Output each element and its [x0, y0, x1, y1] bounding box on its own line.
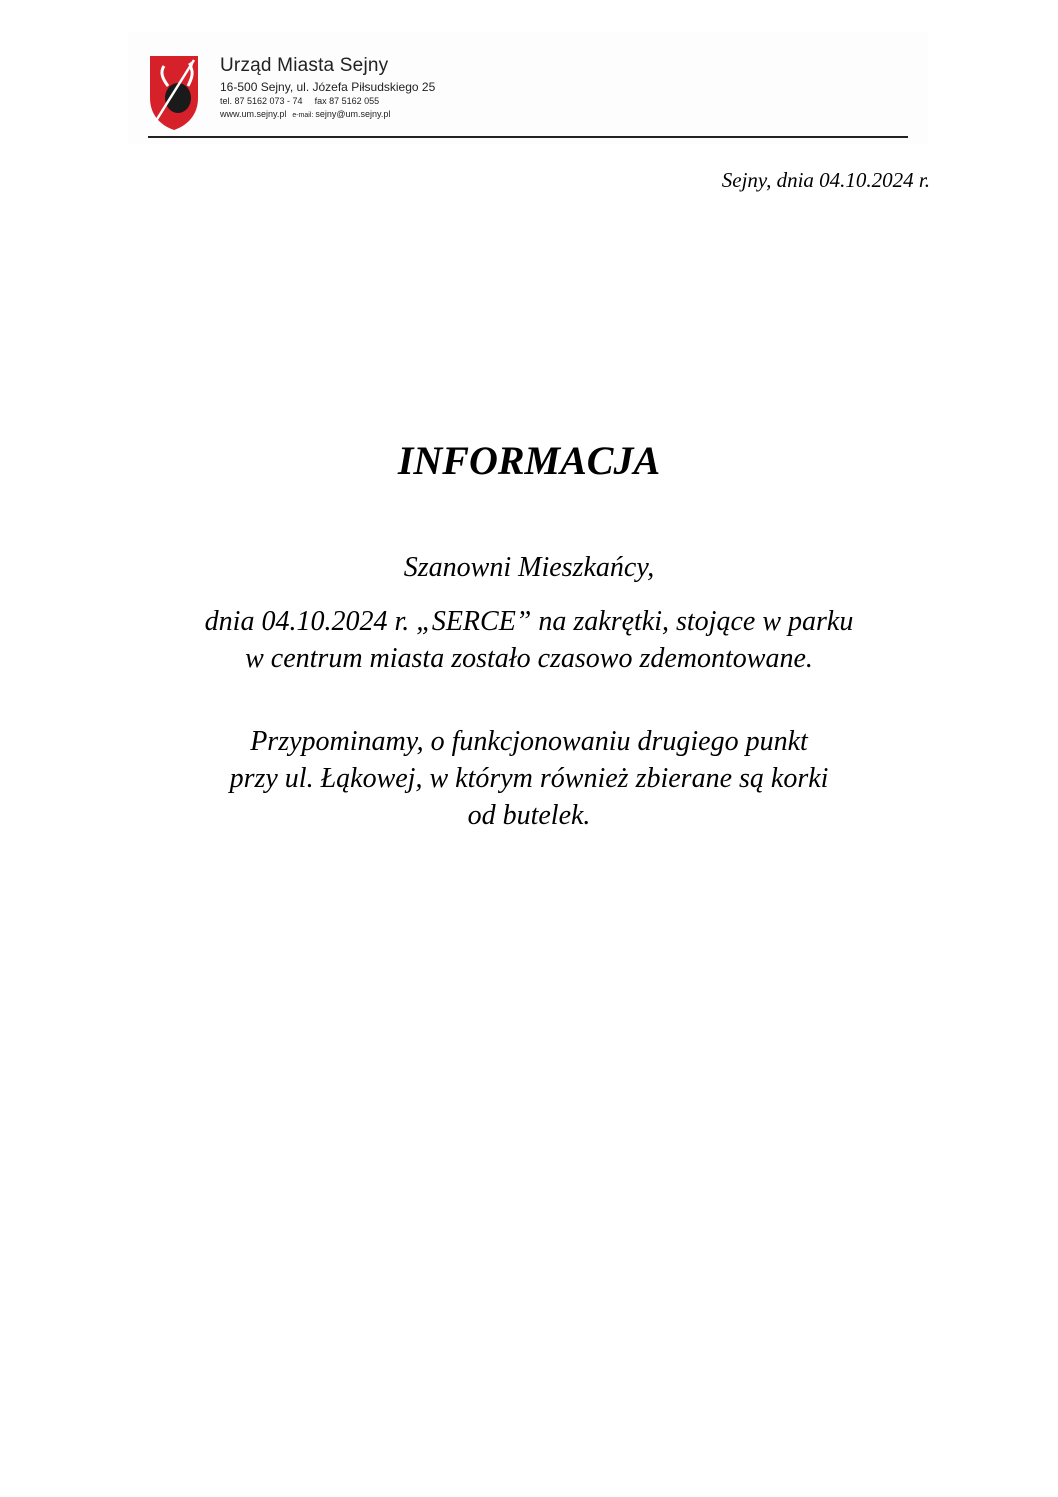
email-label: e-mail:: [292, 112, 314, 119]
office-details: [220, 54, 435, 122]
office-phone: tel. 87 5162 073 - 74: [220, 96, 303, 106]
paragraph2-line1: Przypominamy, o funkcjonowaniu drugiego punkt: [250, 726, 808, 757]
salutation: Szanowni Mieszkańcy,: [403, 552, 655, 583]
paragraph1-line2: w centrum miasta zostało czasowo zdemontowane.: [245, 643, 813, 674]
paragraph-second-collection-point: [0, 723, 1058, 834]
office-name: Urząd Miasta Sejny: [220, 55, 389, 76]
office-online-contacts: [220, 108, 435, 122]
office-contact-numbers: [220, 95, 435, 108]
place-and-date: Sejny, dnia 04.10.2024 r.: [721, 168, 930, 192]
office-website-link[interactable]: www.um.sejny.pl: [220, 109, 287, 119]
letterhead: [128, 32, 928, 144]
paragraph2-line2: przy ul. Łąkowej, w którym również zbierane są korki: [229, 763, 829, 794]
coat-of-arms-icon: [148, 54, 200, 132]
office-address: 16-500 Sejny, ul. Józefa Piłsudskiego 25: [220, 80, 436, 94]
office-fax: fax 87 5162 055: [314, 96, 380, 106]
paragraph2-line3: od butelek.: [467, 800, 591, 831]
paragraph-dismantling-notice: [0, 603, 1058, 677]
document-title: INFORMACJA: [397, 438, 661, 483]
paragraph1-line1: dnia 04.10.2024 r. „SERCE” na zakrętki, stojące w parku: [204, 606, 854, 637]
office-email-link[interactable]: sejny@um.sejny.pl: [315, 109, 391, 119]
letterhead-divider: [148, 136, 908, 138]
